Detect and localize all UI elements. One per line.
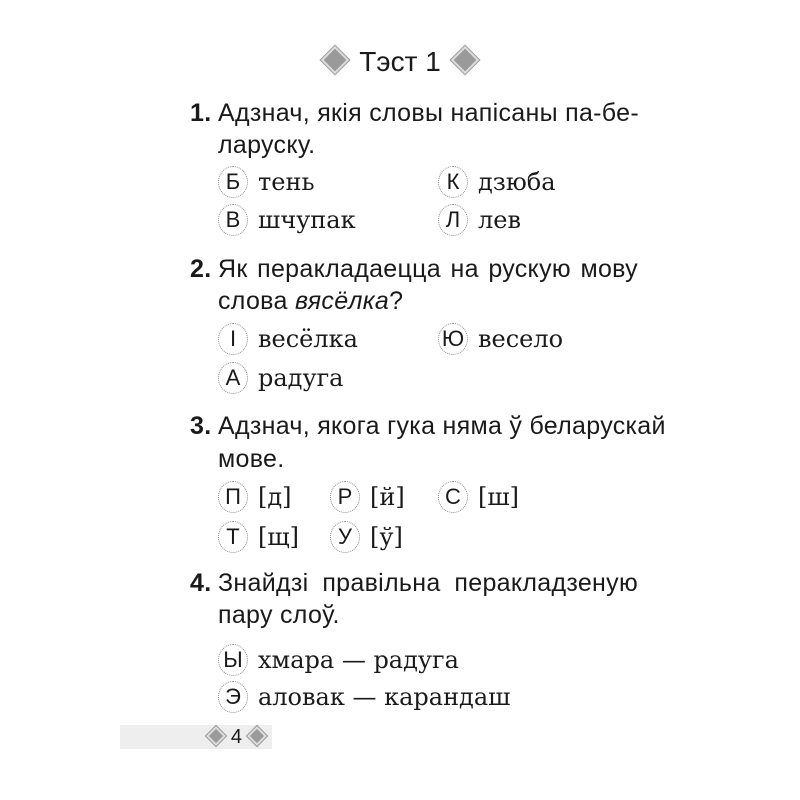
ornament-icon [206,726,226,746]
option-letter: І [218,323,248,355]
option-text: дзюба [478,168,556,196]
option-b[interactable] [218,166,315,198]
option-text: [ў] [370,523,403,551]
option-letter: С [438,481,468,513]
ornament-icon [321,45,349,73]
option-letter: Л [438,204,468,236]
option-text: тень [258,168,315,196]
page-title [0,44,800,80]
question-text [218,286,403,316]
option-a[interactable] [218,362,343,394]
question-text: Адзнач, якога гука няма ў беларускай [218,412,666,440]
option-u[interactable] [330,521,403,553]
option-text: лев [478,206,521,234]
option-letter: Ю [438,323,468,355]
question-number: 1. [190,99,212,127]
question-text: ларуску. [218,131,316,159]
option-letter: Р [330,481,360,513]
option-text: аловак — карандаш [258,683,511,711]
option-e[interactable] [218,681,510,713]
option-s[interactable] [438,481,519,513]
question-number: 3. [190,412,212,440]
title-text: Тэст 1 [359,46,441,77]
option-letter: П [218,481,248,513]
question-mark: ? [389,287,404,315]
italic-word: вясёлка [294,287,390,315]
option-text: хмара — радуга [258,646,459,674]
option-text: весёлка [258,325,358,353]
option-v[interactable] [218,204,356,236]
option-yu[interactable] [438,323,563,355]
option-i[interactable] [218,323,358,355]
question-text: Знайдзі правільна перакладзеную [218,569,638,597]
question-text-part: слова [218,287,295,315]
option-y[interactable] [218,644,459,676]
question-text: Як перакладаецца на рускую мову [218,255,638,283]
option-text: [ш] [478,483,520,511]
option-text: радуга [258,364,344,392]
option-text: весело [478,325,564,353]
question-text: мове. [218,445,285,473]
option-letter: Т [218,521,248,553]
option-letter: Ы [218,644,248,676]
option-r[interactable] [330,481,405,513]
question-text: пару слоў. [218,601,340,629]
option-text: [й] [370,483,405,511]
option-text: шчупак [258,206,356,234]
page-footer [120,725,272,749]
option-letter: А [218,362,248,394]
ornament-icon [451,45,479,73]
option-text: [д] [258,483,292,511]
page-number: 4 [230,726,242,748]
question-text: Адзнач, якія словы напісаны па-бе- [218,99,639,127]
option-k[interactable] [438,166,556,198]
option-text: [щ] [258,523,300,551]
option-letter: В [218,204,248,236]
option-l[interactable] [438,204,521,236]
option-p[interactable] [218,481,292,513]
option-t[interactable] [218,521,299,553]
option-letter: Э [218,681,248,713]
question-number: 2. [190,255,212,283]
option-letter: Б [218,166,248,198]
option-letter: У [330,521,360,553]
question-number: 4. [190,569,212,597]
ornament-icon [247,726,267,746]
option-letter: К [438,166,468,198]
